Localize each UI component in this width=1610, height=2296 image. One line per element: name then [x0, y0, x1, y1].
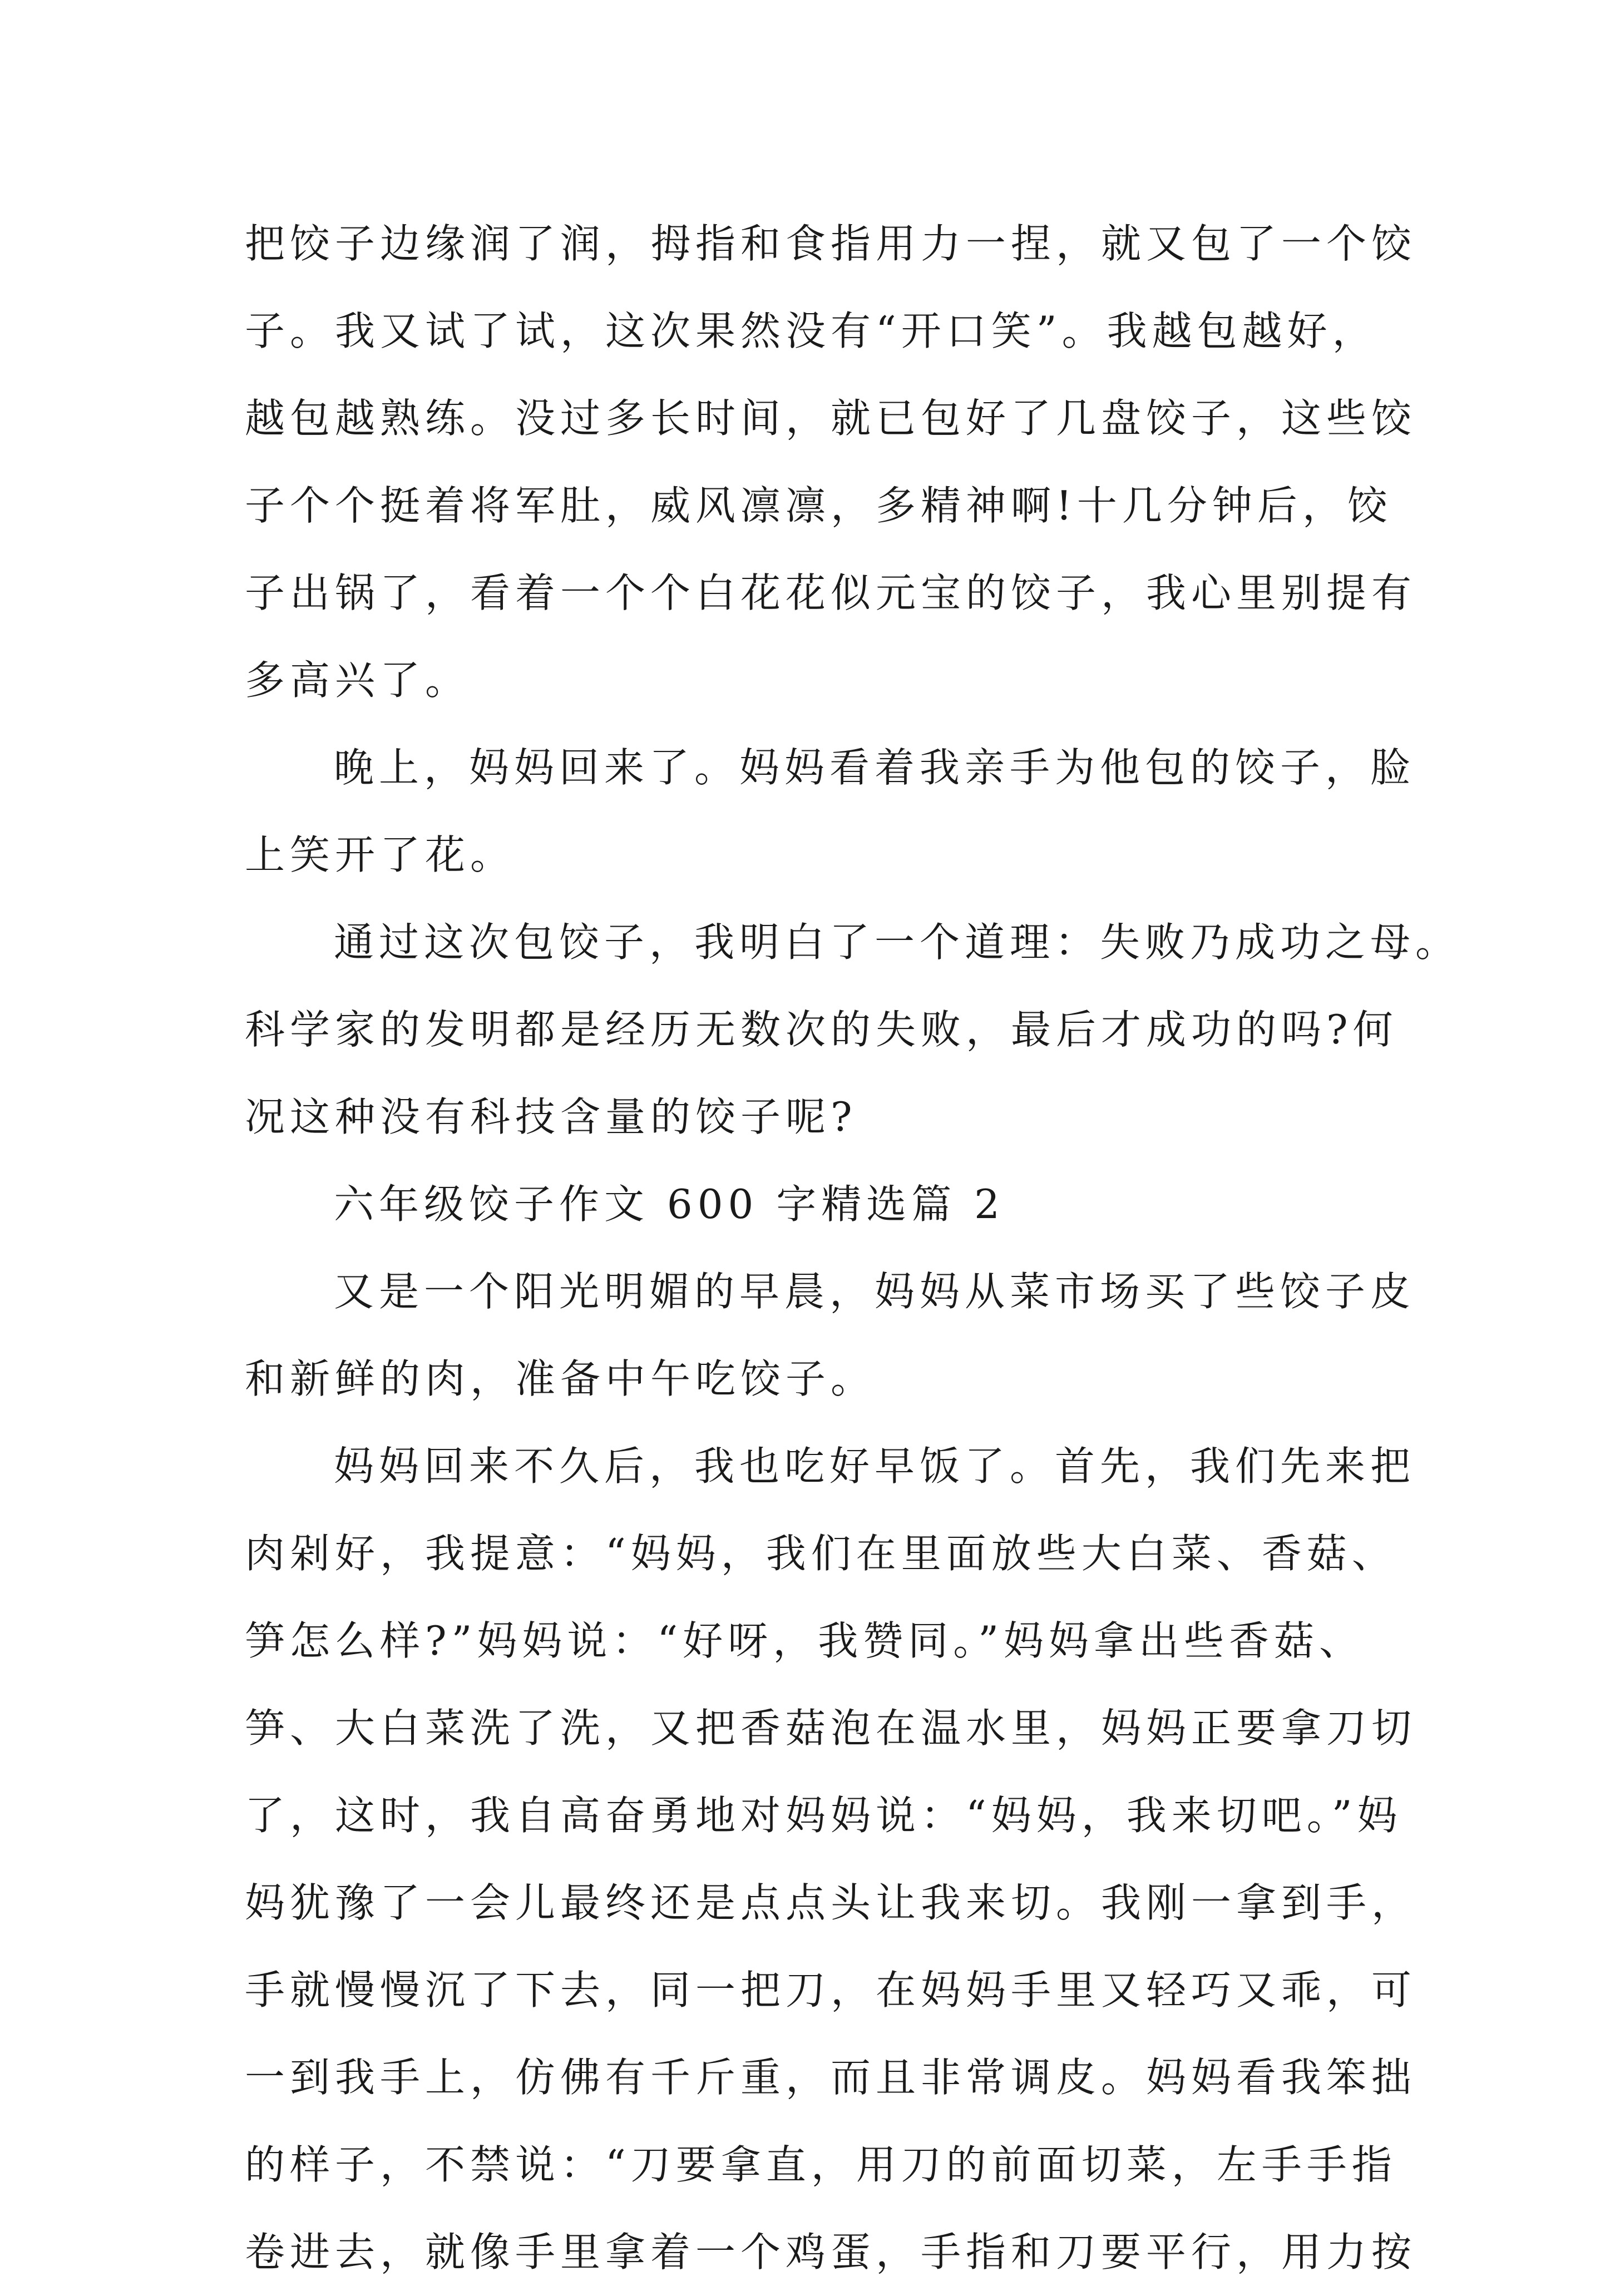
- text-line: 笋、大白菜洗了洗，又把香菇泡在温水里，妈妈正要拿刀切: [245, 1705, 1417, 1751]
- text-line: 况这种没有科技含量的饺子呢?: [245, 1093, 857, 1140]
- section-heading: 六年级饺子作文 600 字精选篇 2: [334, 1181, 1005, 1228]
- document-page: [245, 200, 1461, 2296]
- text-line: 一到我手上，仿佛有千斤重，而且非常调皮。妈妈看我笨拙: [245, 2054, 1417, 2101]
- text-line: 越包越熟练。没过多长时间，就已包好了几盘饺子，这些饺: [245, 395, 1417, 442]
- text-line: 多高兴了。: [245, 657, 471, 704]
- text-line: 笋怎么样?”妈妈说：“好呀，我赞同。”妈妈拿出些香菇、: [245, 1617, 1365, 1664]
- paragraph-first-line: 又是一个阳光明媚的早晨，妈妈从菜市场买了些饺子皮: [334, 1268, 1416, 1315]
- paragraph-first-line: 晚上，妈妈回来了。妈妈看着我亲手为他包的饺子，脸: [334, 744, 1416, 791]
- text-line: 子个个挺着将军肚，威风凛凛，多精神啊!十几分钟后，饺: [245, 482, 1392, 529]
- text-line: 妈犹豫了一会儿最终还是点点头让我来切。我刚一拿到手，: [245, 1879, 1417, 1926]
- paragraph-first-line: 妈妈回来不久后，我也吃好早饭了。首先，我们先来把: [334, 1443, 1416, 1490]
- text-line: 手就慢慢沉了下去，同一把刀，在妈妈手里又轻巧又乖，可: [245, 1967, 1417, 2013]
- text-line: 和新鲜的肉，准备中午吃饺子。: [245, 1355, 876, 1402]
- text-line: 的样子，不禁说：“刀要拿直，用刀的前面切菜，左手手指: [245, 2141, 1397, 2188]
- text-line: 上笑开了花。: [245, 832, 516, 878]
- text-line: 了，这时，我自高奋勇地对妈妈说：“妈妈，我来切吧。”妈: [245, 1792, 1402, 1839]
- text-line: 科学家的发明都是经历无数次的失败，最后才成功的吗?何: [245, 1006, 1398, 1053]
- text-line: 子出锅了，看着一个个白花花似元宝的饺子，我心里别提有: [245, 570, 1417, 616]
- paragraph-first-line: 通过这次包饺子，我明白了一个道理：失败乃成功之母。: [334, 919, 1461, 966]
- text-line: 卷进去，就像手里拿着一个鸡蛋，手指和刀要平行，用力按: [245, 2229, 1417, 2275]
- text-line: 肉剁好，我提意：“妈妈，我们在里面放些大白菜、香菇、: [245, 1530, 1397, 1577]
- text-line: 把饺子边缘润了润，拇指和食指用力一捏，就又包了一个饺: [245, 220, 1417, 267]
- text-line: 子。我又试了试，这次果然没有“开口笑”。我越包越好，: [245, 308, 1377, 354]
